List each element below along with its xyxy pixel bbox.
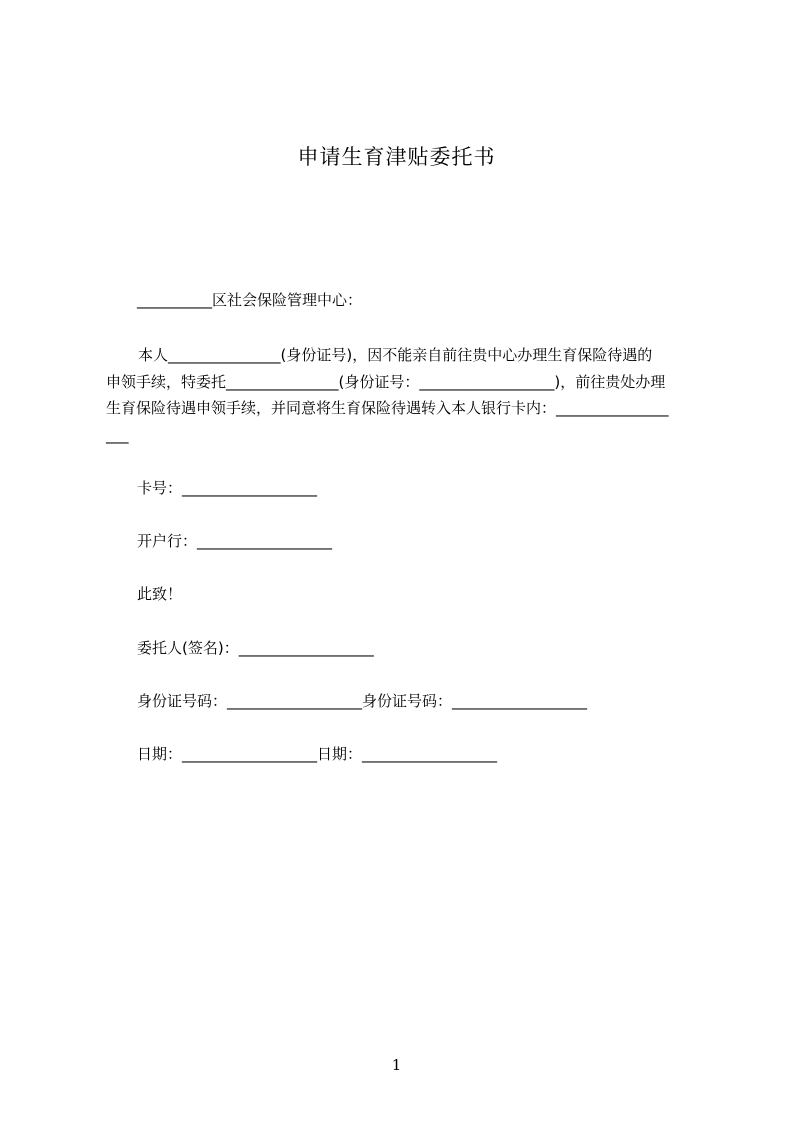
page-number: 1 xyxy=(391,1056,402,1074)
date-fields: 日期：__________________日期：__________________ xyxy=(137,745,498,763)
closing-salutation: 此致！ xyxy=(137,585,183,603)
addressee-line: __________区社会保险管理中心： xyxy=(137,291,363,309)
page-title: 申请生育津贴委托书 xyxy=(297,145,496,169)
paragraph-line: 生育保险待遇申领手续，并同意将生育保险待遇转入本人银行卡内：_______________ xyxy=(106,399,669,417)
authorization-paragraph xyxy=(106,342,702,448)
id-number-fields: 身份证号码：__________________身份证号码：__________________ xyxy=(137,692,588,710)
bank-field: 开户行：__________________ xyxy=(137,532,333,550)
card-number-field: 卡号：__________________ xyxy=(137,479,318,497)
paragraph-line: ___ xyxy=(106,425,129,444)
paragraph-line: 本人_______________(身份证号)，因不能亲自前往贵中心办理生育保险待遇的 xyxy=(138,346,653,364)
principal-signature-field: 委托人(签名)：__________________ xyxy=(137,639,374,657)
paragraph-line: 申领手续，特委托_______________(身份证号：__________________)，前往贵处办理 xyxy=(106,372,666,391)
